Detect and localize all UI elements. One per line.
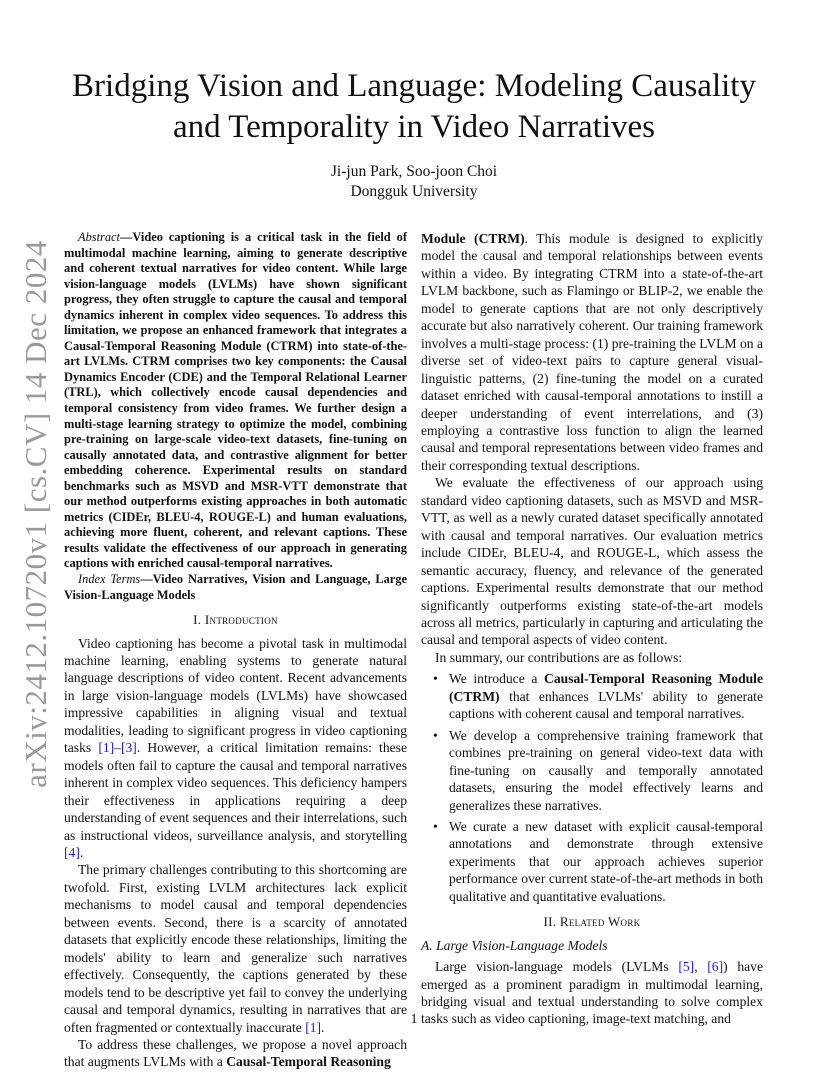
- index-terms-text: —Video Narratives, Vision and Language, Large Vision-Language Models: [64, 572, 407, 602]
- left-column: [64, 230, 407, 1071]
- intro-p1-text-a: Video captioning has become a pivotal task in multimodal machine learning, enabling systems to generate natural language descriptions of video content. Recent advancements in large vision-language models (LVLMs) have showcased impressive capabilities in aligning visual and textual modalities, leading to significant progress in video captioning tasks: [64, 635, 407, 756]
- citation-link[interactable]: [3]: [120, 740, 137, 756]
- citation-link[interactable]: [5]: [678, 959, 695, 975]
- intro-paragraph-5: In summary, our contributions are as follows:: [435, 649, 683, 665]
- rw-p1-text-a: Large vision-language models (LVLMs: [435, 959, 679, 975]
- contribution-2-text: We develop a comprehensive training framework that combines pre-training on general video-text data with fine-tuning on causally and temporally annotated datasets, ensuring the model effectively learns and generalizes these narratives.: [449, 727, 763, 813]
- bullet-glyph: •: [433, 818, 438, 834]
- intro-p1-text-c: .: [79, 845, 84, 861]
- section-heading-introduction: I. Introduction: [193, 612, 278, 628]
- index-terms: [64, 572, 407, 603]
- intro-p2-text-b: .: [321, 1019, 325, 1035]
- paper-title: Bridging Vision and Language: Modeling Causality and Temporality in Video Narratives: [72, 68, 756, 145]
- citation-link[interactable]: [6]: [707, 959, 724, 975]
- contribution-1-text-a: We introduce a: [449, 671, 545, 687]
- intro-paragraph-1: [64, 635, 407, 862]
- author-names: Ji-jun Park, Soo-joon Choi: [330, 163, 498, 180]
- contribution-1-bold: Causal-Temporal Reasoning Module (CTRM): [449, 671, 763, 704]
- rw-p1-comma: ,: [694, 959, 708, 975]
- section-heading-related-work: II. Related Work: [543, 914, 641, 930]
- contribution-1-text-b: that enhances LVLMs' ability to generate captions with coherent causal and temporal narratives.: [449, 688, 763, 722]
- intro-p3-text-b: . This module is designed to explicitly model the causal and temporal relationships between events within a video. By integrating CTRM into a state-of-the-art LVLM backbone, such as Flamingo or BLIP-2, we enable the model to generate captions that are not only descriptively accurate but also narratively coherent. Our training framework involves a multi-stage process: (1) pre-training the LVLM on a diverse set of video-text pairs to capture general visual-linguistic patterns, (2) fine-tuning the model on a curated dataset enriched with causal-temporal annotations to instill a deeper understanding of event interrelations, and (3) employing a contrastive loss function to align the learned causal and temporal representations between video frames and their corresponding textual descriptions.: [421, 231, 763, 473]
- author-affiliation: Dongguk University: [350, 183, 478, 200]
- intro-paragraph-4: We evaluate the effectiveness of our approach using standard video captioning datasets, such as MSVD and MSR-VTT, as well as a newly curated dataset specifically annotated with causal and temporal narratives. Our evaluation metrics include CIDEr, BLEU-4, and ROUGE-L, which assess the semantic accuracy, fluency, and relevance of the generated captions. Experimental results demonstrate that our method significantly outperforms existing state-of-the-art models across all metrics, particularly in capturing and articulating the causal and temporal aspects of video content.: [421, 475, 763, 648]
- abstract-label: Abstract: [78, 230, 120, 244]
- right-column: [421, 230, 763, 1028]
- bullet-glyph: •: [433, 727, 438, 743]
- contribution-3-text: We curate a new dataset with explicit causal-temporal annotations and demonstrate through extensive experiments that our approach achieves superior performance over current state-of-the-art methods in both qualitative and quantitative evaluations.: [449, 818, 763, 904]
- contribution-list: [421, 670, 763, 905]
- contribution-item: [421, 727, 763, 814]
- bullet-glyph: •: [433, 671, 438, 687]
- arxiv-stamp-text: arXiv:2412.10720v1 [cs.CV] 14 Dec 2024: [18, 240, 53, 788]
- page-number: 1: [410, 1012, 418, 1027]
- contribution-item: [421, 818, 763, 905]
- intro-p3-bold-end: Module (CTRM): [421, 231, 525, 246]
- intro-p2-text-a: The primary challenges contributing to this shortcoming are twofold. First, existing LVLM architectures lack explicit mechanisms to model causal and temporal dependencies between events. Second, there is a scarcity of annotated datasets that explicitly encode these relationships, limiting the models' ability to learn and generalize such narratives effectively. Consequently, the captions generated by these models tend to be descriptive yet fail to convey the underlying causal and temporal dynamics, resulting in narratives that are often fragmented or contextually inaccurate: [64, 862, 407, 1035]
- intro-p3-bold-start: Causal-Temporal Reasoning: [226, 1054, 391, 1070]
- citation-link[interactable]: [4]: [64, 845, 80, 861]
- author-block: [0, 162, 828, 202]
- arxiv-stamp: [16, 240, 56, 788]
- intro-p1-text-b: . However, a critical limitation remains: these models often fail to capture the causal and temporal narratives inherent in complex video sequences. This deficiency hampers their effectiveness in applications requiring a deep understanding of event sequences and their interrelations, such as instructional videos, surveillance analysis, and storytelling: [64, 740, 407, 843]
- subsection-heading-lvlm: A. Large Vision-Language Models: [421, 937, 608, 953]
- citation-link[interactable]: [1]: [98, 740, 115, 756]
- citation-link[interactable]: [1]: [305, 1019, 322, 1035]
- intro-p1-dash: –: [114, 740, 121, 756]
- contribution-item: [421, 670, 763, 722]
- intro-paragraph-2: [64, 861, 407, 1036]
- index-terms-label: Index Terms: [78, 572, 141, 587]
- abstract-text: —Video captioning is a critical task in the field of multimodal machine learning, aiming to generate descriptive and coherent textual narratives for video content. While large vision-language models (LVLMs) have shown significant progress, they often struggle to capture the causal and temporal dynamics inherent in complex video sequences. To address this limitation, we propose an enhanced framework that integrates a Causal-Temporal Reasoning Module (CTRM) into state-of-the-art LVLMs. CTRM comprises two key components: the Causal Dynamics Encoder (CDE) and the Temporal Relational Learner (TRL), which collectively encode causal dependencies and temporal consistency from video frames. We further design a multi-stage learning strategy to optimize the model, combining pre-training on large-scale video-text datasets, fine-tuning on causally annotated data, and contrastive alignment for better embedding coherence. Experimental results on standard benchmarks such as MSVD and MSR-VTT demonstrate that our method outperforms existing approaches in both automatic metrics (CIDEr, BLEU-4, ROUGE-L) and human evaluations, achieving more fluent, coherent, and relevant captions. These results validate the effectiveness of our approach in generating captions with enriched causal-temporal narratives.: [64, 230, 407, 571]
- intro-p3-text-a: To address these challenges, we propose a novel approach that augments LVLMs with a: [64, 1037, 407, 1070]
- intro-paragraph-3-cont: [421, 230, 763, 474]
- intro-paragraph-3-start: [64, 1036, 407, 1071]
- rw-p1-text-b: ) have emerged as a prominent paradigm in multimodal learning, bridging visual and textual understanding to solve complex tasks such as video captioning, image-text matching, and: [421, 959, 764, 1027]
- abstract: [64, 230, 407, 572]
